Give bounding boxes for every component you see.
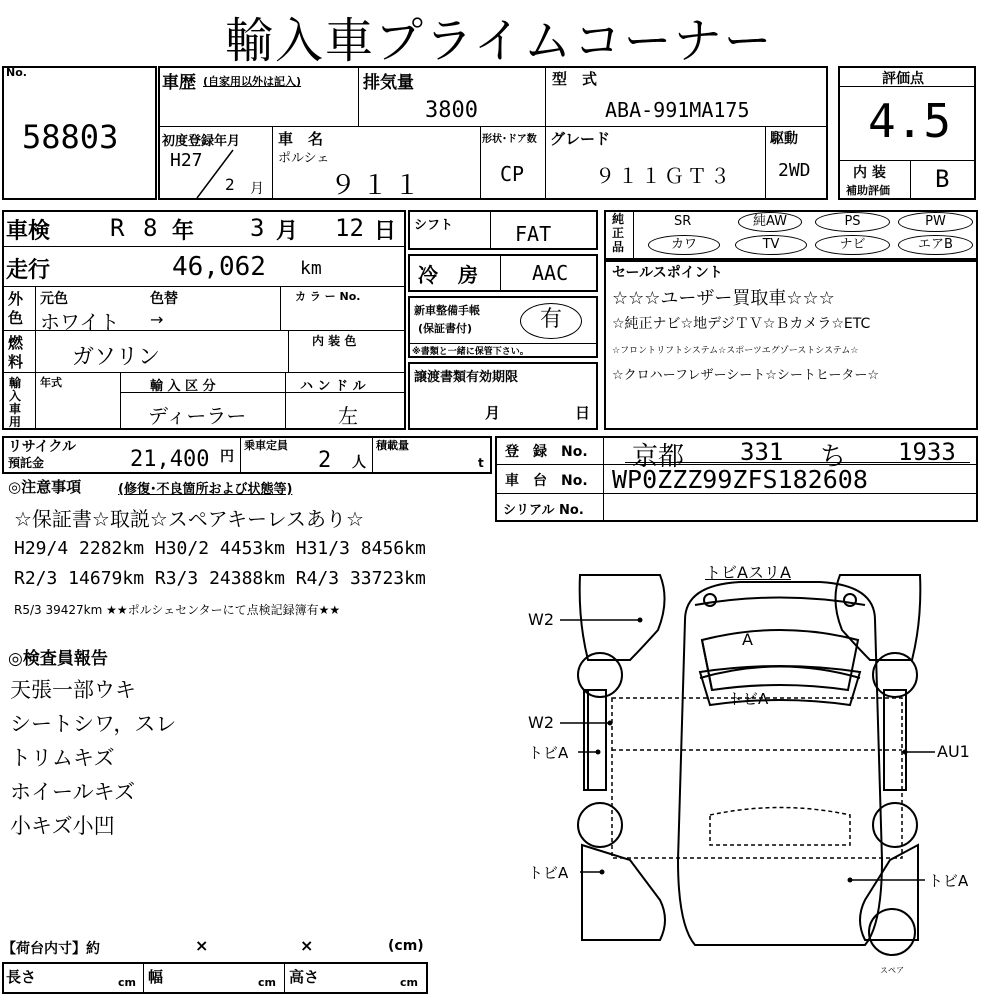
cargo-width-label: 幅: [148, 968, 164, 986]
score-label: 評価点: [882, 71, 924, 87]
car-name-value: ９１１: [330, 171, 427, 201]
sub-eval-label: 補助評価: [846, 184, 890, 197]
color-no-label: カ ラ ー No.: [295, 290, 361, 303]
first-reg-label: 初度登録年月: [162, 134, 241, 149]
reg-area: 京都: [632, 442, 685, 472]
reg-number: 1933: [898, 438, 956, 466]
shaken-era: R: [110, 214, 125, 242]
inspector-line-3: トリムキズ: [10, 746, 115, 770]
import-label-b: 入: [9, 389, 22, 403]
equip-leather: [648, 235, 720, 255]
shaken-day-unit: 日: [374, 219, 397, 244]
drive-label: 駆動: [770, 131, 798, 147]
cargo-width-unit: cm: [258, 976, 276, 989]
mileage-label: 走行: [6, 258, 51, 283]
inspector-line-4: ホイールキズ: [10, 780, 136, 804]
equip-alloy-wheel: [738, 212, 802, 232]
equip-tv-text: TV: [762, 237, 780, 252]
notes-header: ◎注意事項: [8, 478, 82, 496]
diagram-label-w2-mid: W2: [528, 713, 554, 732]
import-label-c: 車: [9, 402, 22, 416]
shift-label: シフト: [414, 218, 454, 233]
shift-value: FAT: [515, 222, 552, 246]
reg-no-label: 登 録 No.: [505, 444, 588, 460]
diagram-label-left-rear: トビA: [528, 864, 569, 882]
equip-pw-text: PW: [925, 214, 946, 229]
mileage-value: 46,062: [172, 252, 266, 282]
lot-label: No.: [6, 66, 27, 79]
grade-label: グレード: [550, 130, 611, 148]
lot-number: 58803: [22, 118, 119, 156]
history-label: 車歴: [162, 73, 196, 93]
equip-sr: SR: [674, 214, 692, 229]
cargo-height-label: 高さ: [289, 968, 320, 986]
equip-power-window: [898, 212, 973, 232]
equip-navi: [815, 235, 890, 255]
equip-label-c: 品: [612, 240, 625, 254]
notes-line-1: ☆保証書☆取説☆スペアキーレスあり☆: [14, 507, 364, 531]
cargo-box: [2, 962, 428, 994]
history-note: (自家用以外は記入): [203, 75, 302, 88]
diagram-label-hood: トビA: [728, 690, 769, 708]
equip-airbag-text: エアB: [918, 237, 953, 252]
serial-label: シリアル No.: [503, 503, 584, 518]
interior-color-label: 内 装 色: [312, 334, 357, 348]
model-code-label: 型 式: [552, 70, 598, 88]
diagram-label-left-door: トビA: [528, 744, 569, 762]
handle-label: ハ ン ド ル: [300, 379, 366, 394]
shaken-month: 3: [250, 214, 265, 242]
inspector-line-1: 天張一部ウキ: [10, 678, 136, 702]
docs-label: 譲渡書類有効期限: [414, 370, 519, 385]
sales-label: セールスポイント: [612, 265, 723, 281]
manual-note: ※書類と一緒に保管下さい。: [412, 347, 529, 357]
cargo-length-label: 長さ: [6, 968, 37, 986]
sales-line-3: ☆フロントリフトシステム☆スポーツエグゾーストシステム☆: [612, 346, 859, 356]
body-value: CP: [500, 162, 525, 186]
cargo-x1: ×: [195, 936, 209, 955]
fuel-value: ガソリン: [72, 345, 161, 370]
inspector-header: ◎検査員報告: [8, 649, 108, 669]
displacement-value: 3800: [425, 98, 478, 123]
car-maker: ポルシェ: [278, 151, 330, 166]
fuel-label-b: 料: [8, 353, 24, 371]
equip-power-steering: [815, 212, 890, 232]
car-name-label: 車 名: [278, 130, 324, 148]
equip-label-b: 正: [612, 226, 625, 240]
diagram-label-right-door: AU1: [937, 742, 970, 761]
manual-circle: [520, 303, 582, 339]
interior-label: 内 装: [853, 165, 886, 181]
manual-label: 新車整備手帳: [414, 304, 480, 317]
handle-value: 左: [338, 404, 358, 428]
manual-label-sub: (保証書付): [418, 322, 473, 335]
cargo-header: 【荷台内寸】約: [2, 941, 100, 957]
shaken-year-unit: 年: [172, 219, 195, 244]
cargo-length-unit: cm: [118, 976, 136, 989]
model-year-label: 年式: [40, 376, 62, 389]
equip-tv: [735, 235, 807, 255]
docs-day: 日: [575, 404, 591, 422]
load-unit: t: [478, 456, 484, 470]
notes-line-2: H29/4 2282km H30/2 4453km H31/3 8456km: [14, 538, 426, 559]
import-label-a: 輸: [9, 376, 22, 390]
shaken-day: 12: [335, 214, 364, 242]
fuel-label-a: 燃: [8, 334, 24, 352]
shaken-month-unit: 月: [276, 219, 299, 244]
equip-label-a: 純: [612, 212, 625, 226]
shaken-year: 8: [143, 214, 158, 242]
recycle-label-a: リサイクル: [8, 439, 77, 455]
import-label-d: 用: [9, 415, 22, 429]
displacement-label: 排気量: [363, 73, 414, 93]
reg-kana: ち: [820, 442, 847, 472]
mileage-unit: km: [300, 258, 322, 279]
equip-navi-text: ナビ: [839, 237, 866, 252]
orig-color-label: 元色: [40, 291, 68, 307]
manual-value: 有: [539, 307, 562, 332]
page-title: 輸入車プライムコーナー: [225, 13, 774, 69]
notes-line-4: R5/3 39427km ★★ポルシェセンターにて点検記録簿有★★: [14, 603, 341, 617]
first-reg-month-unit: 月: [250, 181, 264, 197]
equip-ps-text: PS: [844, 214, 861, 229]
inspector-line-5: 小キズ小凹: [10, 814, 115, 838]
cargo-height-unit: cm: [400, 976, 418, 989]
diagram-label-spare: スペア: [880, 966, 904, 975]
diagram-label-right-rear: トビA: [928, 872, 969, 890]
color-arrow: →: [150, 310, 164, 329]
recycle-value: 21,400: [130, 447, 210, 472]
notes-header-note: (修復･不良箇所および状態等): [118, 482, 293, 497]
diagram-label-top: トビAスリA: [705, 563, 791, 582]
capacity-value: 2: [318, 448, 332, 473]
notes-line-3: R2/3 14679km R3/3 24388km R4/3 33723km: [14, 568, 426, 589]
import-type-value: ディーラー: [148, 404, 247, 428]
diagram-label-w2-top: W2: [528, 610, 554, 629]
model-code-value: ABA-991MA175: [605, 98, 750, 122]
capacity-label: 乗車定員: [244, 439, 288, 452]
equip-leather-text: カワ: [670, 237, 697, 252]
body-label: 形状･ドア数: [482, 134, 537, 145]
interior-value: B: [935, 165, 950, 193]
color-label-b: 色: [8, 309, 24, 327]
chassis-label: 車 台 No.: [505, 473, 588, 489]
equip-alloy-wheel-text: 純AW: [752, 214, 788, 229]
sales-line-2: ☆純正ナビ☆地デジＴＶ☆Ｂカメラ☆ETC: [612, 316, 871, 332]
sales-line-1: ☆☆☆ユーザー買取車☆☆☆: [612, 288, 835, 309]
cargo-unit: (cm): [388, 938, 424, 954]
inspector-line-2: シートシワ，スレ: [10, 712, 177, 736]
diagram-label-roof: A: [742, 630, 753, 649]
score-value: 4.5: [868, 94, 952, 148]
recycle-label-b: 預託金: [8, 456, 45, 470]
import-type-label: 輸 入 区 分: [150, 379, 216, 394]
equip-airbag: [898, 235, 973, 255]
cargo-x2: ×: [300, 936, 314, 955]
ac-value: AAC: [532, 261, 569, 285]
ac-label: 冷 房: [418, 263, 478, 287]
grade-value: ９１１ＧＴ３: [595, 164, 733, 188]
sales-line-4: ☆クロハーフレザーシート☆シートヒーター☆: [612, 368, 880, 383]
shaken-label: 車検: [6, 219, 51, 244]
car-damage-diagram: [520, 560, 990, 990]
change-color-label: 色替: [150, 291, 178, 307]
first-reg-month: 2: [225, 175, 235, 194]
first-reg-era: H27: [170, 150, 203, 171]
drive-value: 2WD: [778, 160, 811, 181]
chassis-value: WP0ZZZ99ZFS182608: [612, 465, 868, 494]
capacity-unit: 人: [352, 455, 366, 471]
reg-class: 331: [740, 438, 784, 466]
load-label: 積載量: [376, 439, 409, 452]
recycle-unit: 円: [220, 449, 234, 465]
color-value: ホワイト: [40, 310, 120, 334]
docs-month: 月: [485, 404, 501, 422]
color-label-a: 外: [8, 290, 24, 308]
